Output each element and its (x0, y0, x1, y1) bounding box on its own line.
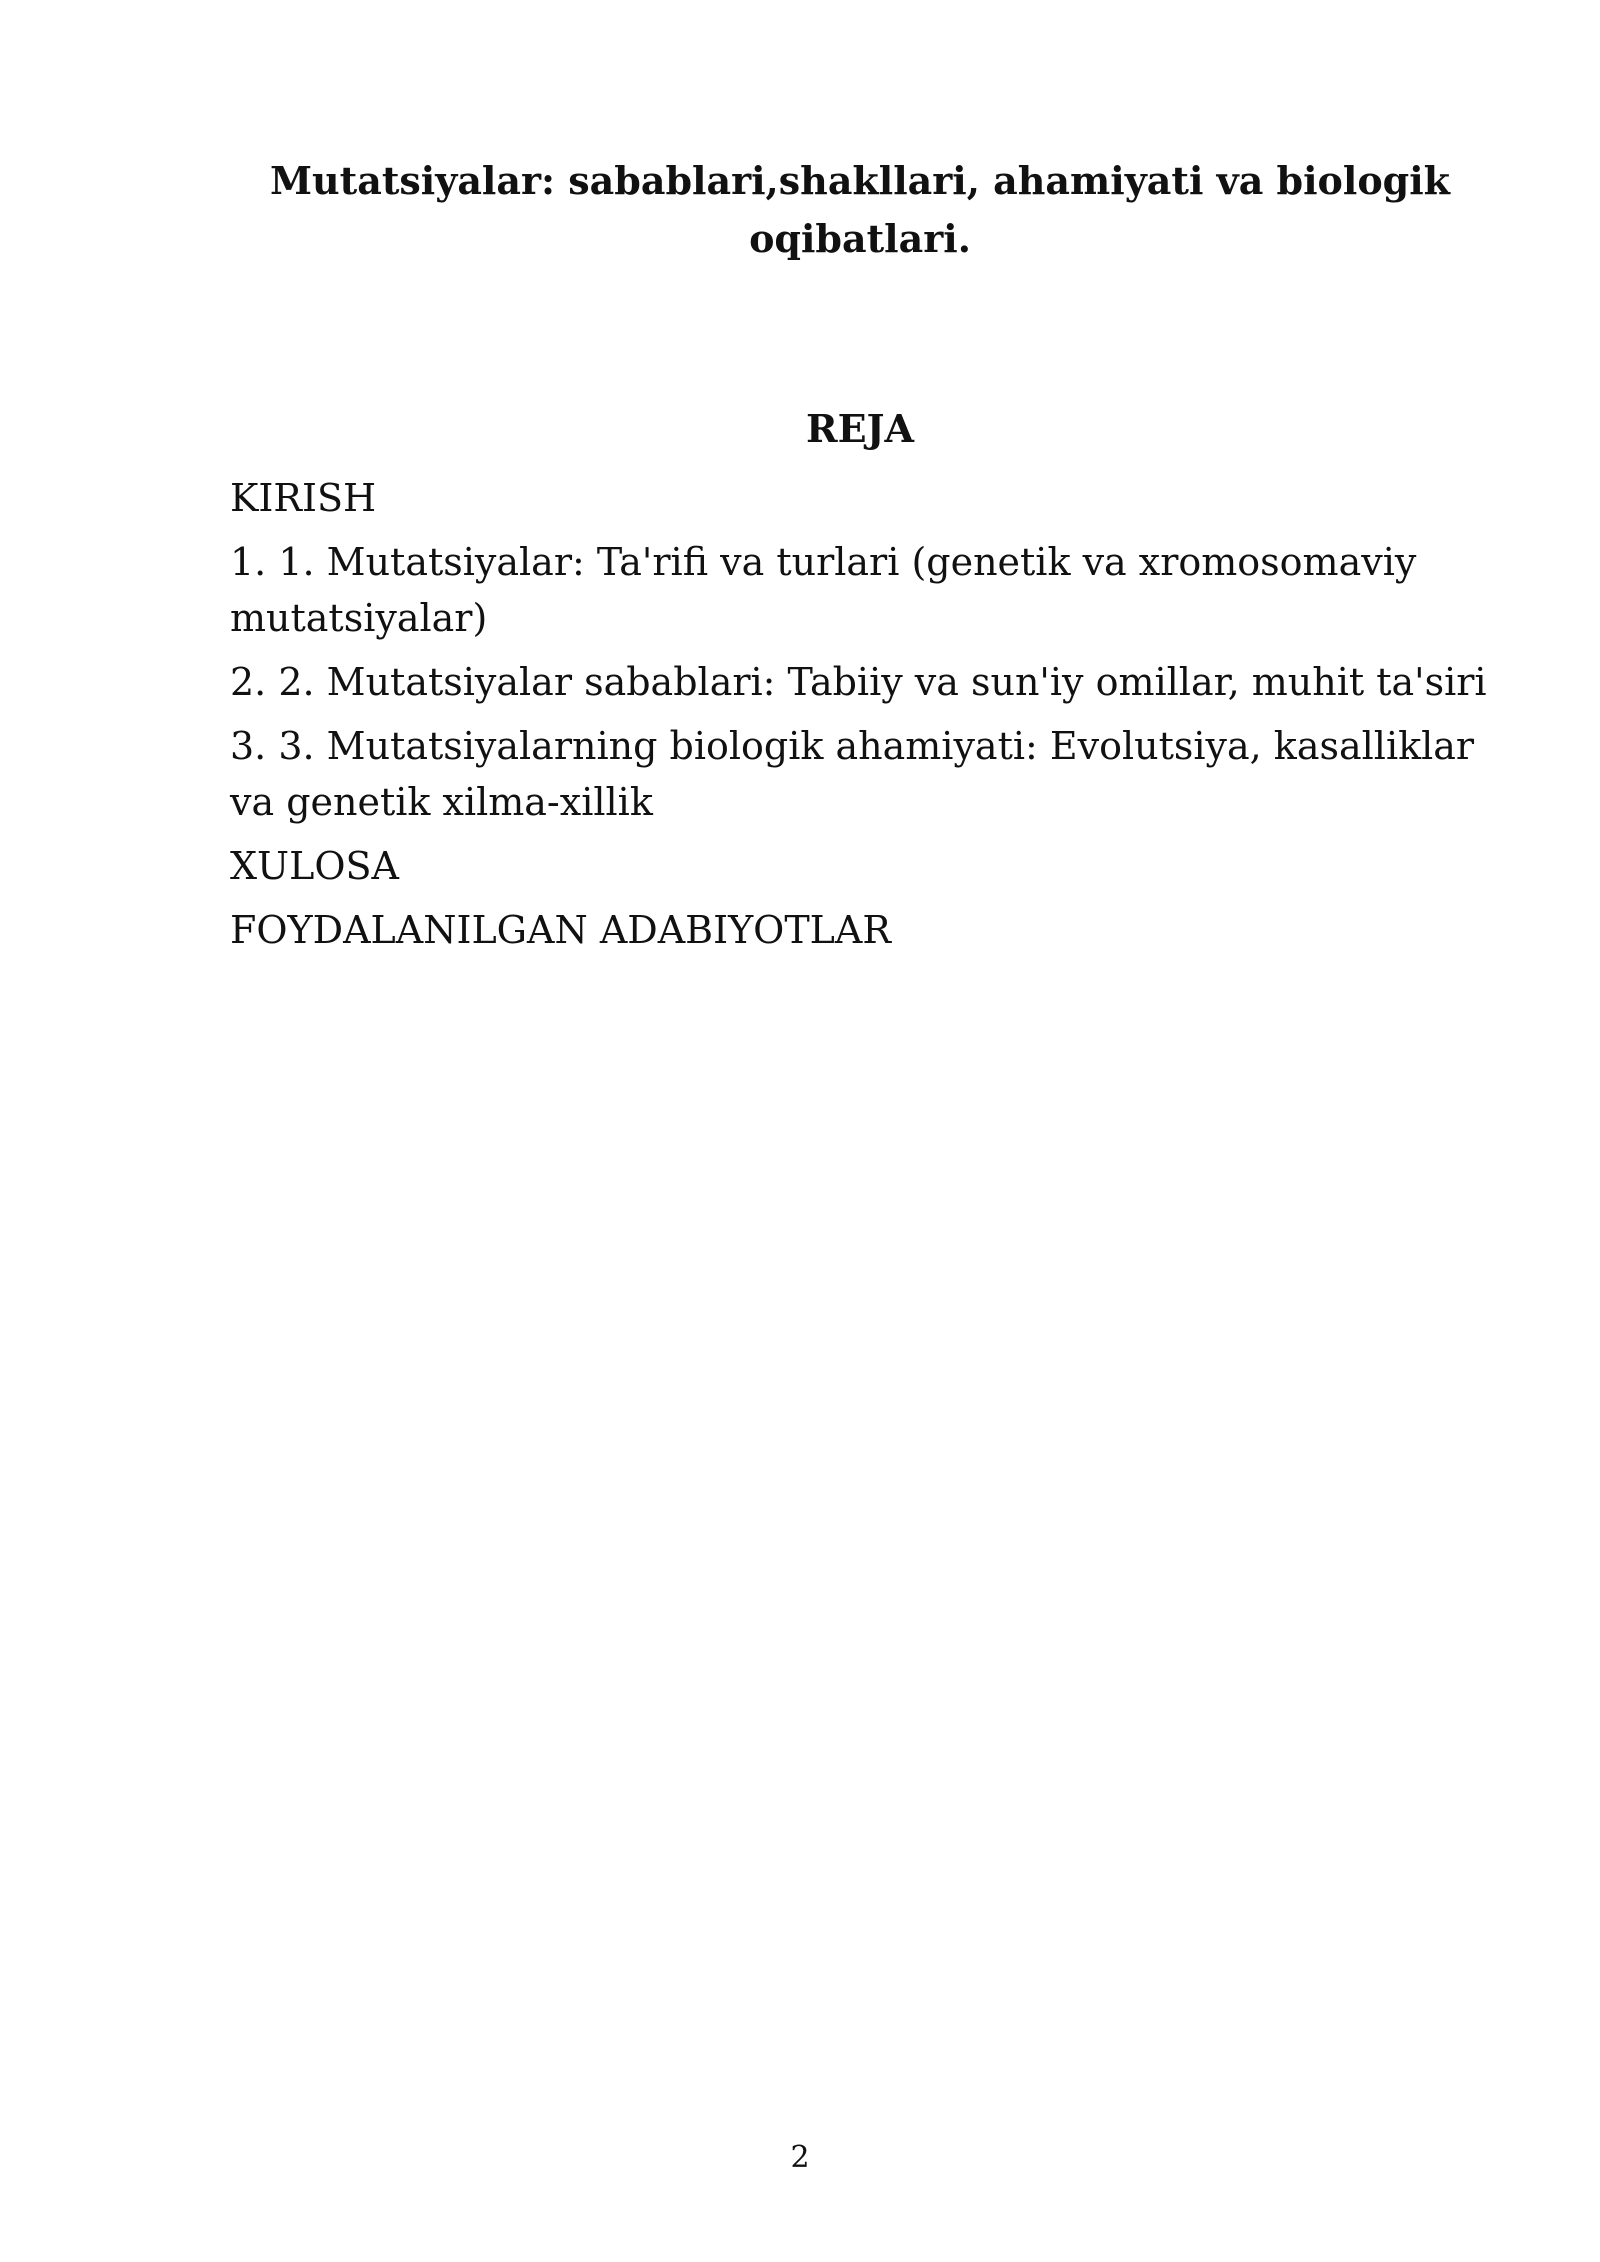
toc-item-references: FOYDALANILGAN ADABIYOTLAR (230, 908, 891, 952)
document-title: Mutatsiyalar: sabablari,shakllari, ahamiyati va biologik oqibatlari. (269, 158, 1451, 261)
toc-item-conclusion: XULOSA (230, 844, 399, 888)
toc-item-section-1: 1. 1. Mutatsiyalar: Ta'rifi va turlari (genetik va xromosomaviy mutatsiyalar) (230, 540, 1417, 640)
toc-item-section-3: 3. 3. Mutatsiyalarning biologik ahamiyati: Evolutsiya, kasalliklar va genetik xilma-xillik (230, 724, 1475, 824)
table-of-contents (230, 470, 1530, 966)
page-number: 2 (790, 2140, 810, 2175)
toc-item-section-2: 2. 2. Mutatsiyalar sabablari: Tabiiy va sun'iy omillar, muhit ta'siri (230, 660, 1487, 704)
toc-item-introduction: KIRISH (230, 476, 377, 520)
plan-heading: REJA (805, 406, 914, 451)
